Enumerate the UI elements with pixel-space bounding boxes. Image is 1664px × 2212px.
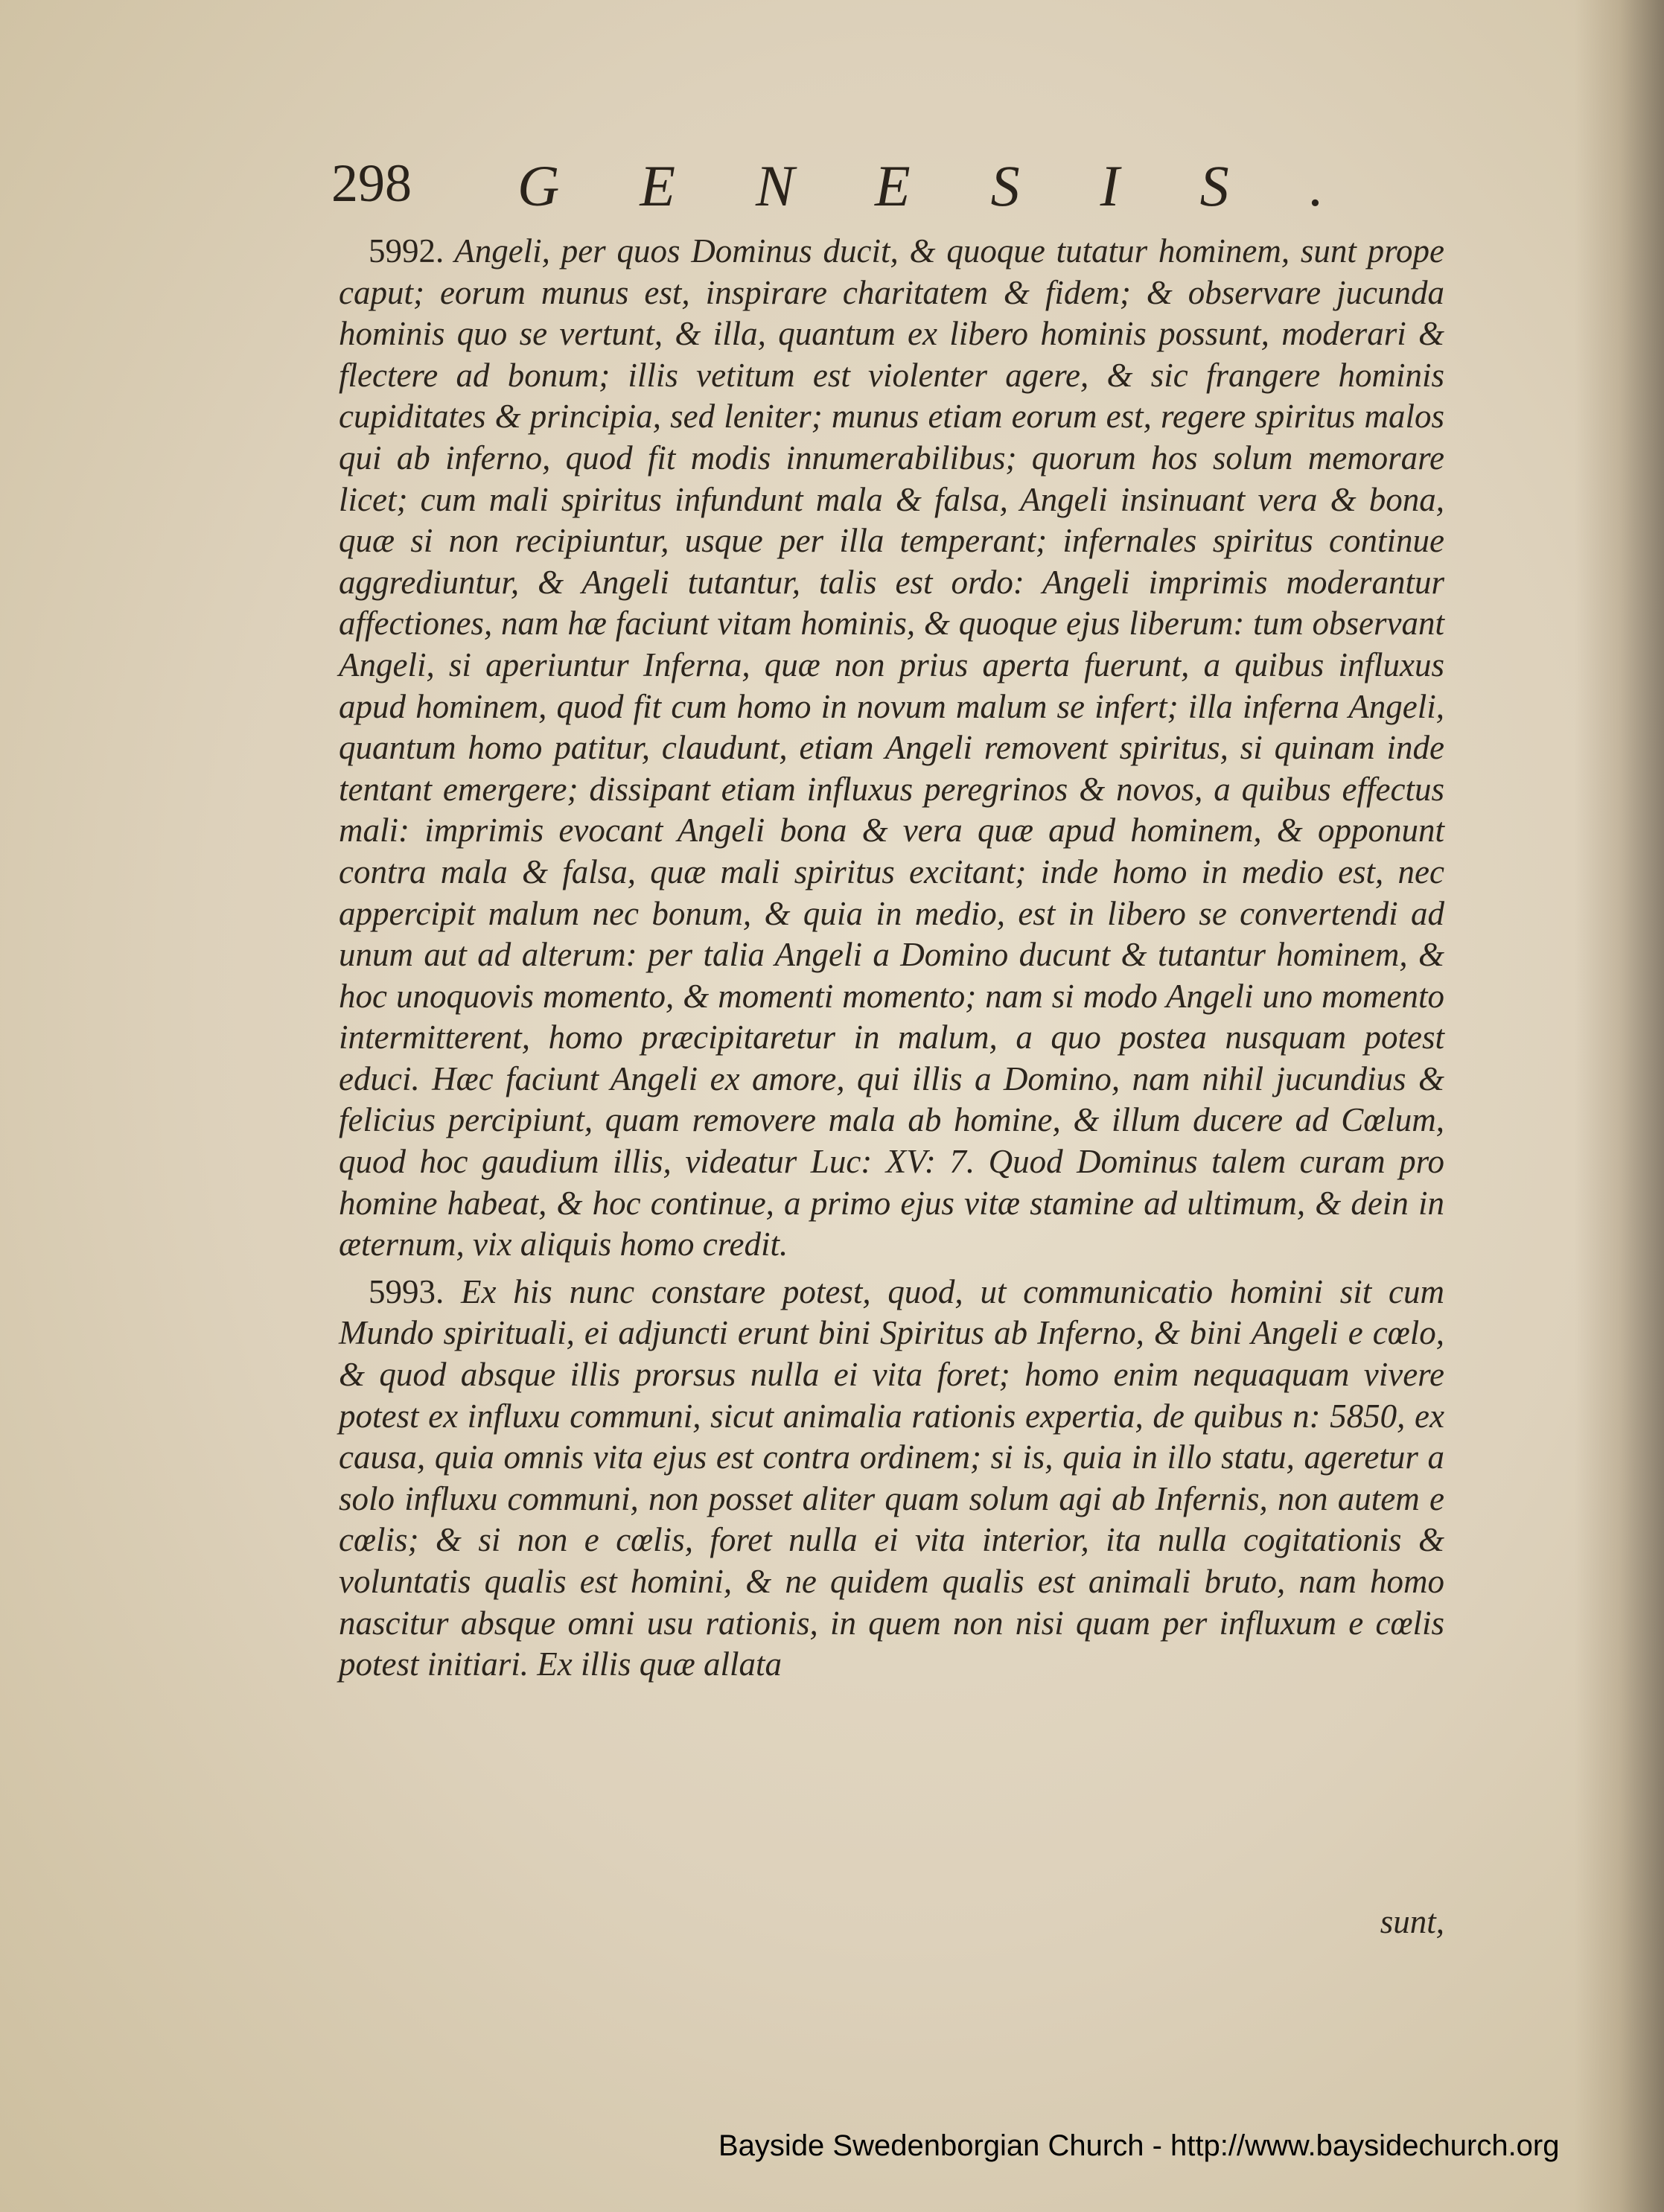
paragraph-text: Ex his nunc constare potest, quod, ut communicatio homini sit cum Mundo spirituali, ei adjuncti erunt bini Spiritus ab Inferno, & bini Angeli e cœlo, & quod absque illis prorsus nulla ei vita foret; homo enim nequaquam vivere potest ex influxu communi, sicut animalia rationis expertia, de quibus n: 5850, ex causa, quia omnis vita ejus est contra ordinem; si is, quia in illo statu, ageretur a solo influxu communi, non posset aliter quam solum agi ab Infernis, non autem e cœlis; & si non e cœlis, foret nulla ei vita interior, ita nulla cogitationis & voluntatis qualis est homini, & ne quidem qualis est animali bruto, nam homo nascitur absque omni usu rationis, in quem non nisi quam per influxum e cœlis potest initiari. Ex illis quæ allata: [339, 1272, 1444, 1683]
page-header: [331, 153, 1405, 235]
paragraph-5993: [339, 1272, 1444, 1686]
running-title: GENESIS.: [517, 153, 1405, 218]
paragraph-number: 5993.: [369, 1272, 444, 1310]
body-text: [339, 231, 1444, 1686]
paragraph-text: Angeli, per quos Dominus ducit, & quoque tutatur hominem, sunt prope caput; eorum munus est, inspirare charitatem & fidem; & observare jucunda hominis quo se vertunt, & illa, quantum ex libero hominis possunt, moderari & flectere ad bonum; illis vetitum est violenter agere, & sic frangere hominis cupiditates & principia, sed leniter; munus etiam eorum est, regere spiritus malos qui ab inferno, quod fit modis innumerabilibus; quorum hos solum memorare licet; cum mali spiritus infundunt mala & falsa, Angeli insinuant vera & bona, quæ si non recipiuntur, usque per illa temperant; infernales spiritus continue aggrediuntur, & Angeli tutantur, talis est ordo: Angeli imprimis moderantur affectiones, nam hæ faciunt vitam hominis, & quoque ejus liberum: tum observant Angeli, si aperiuntur Inferna, quæ non prius aperta fuerunt, a quibus influxus apud hominem, quod fit cum homo in novum malum se infert; illa inferna Angeli, quantum homo patitur, claudunt, etiam Angeli removent spiritus, si quinam inde tentant emergere; dissipant etiam influxus peregrinos & novos, a quibus effectus mali: imprimis evocant Angeli bona & vera quæ apud hominem, & opponunt contra mala & falsa, quæ mali spiritus excitant; inde homo in medio est, nec appercipit malum nec bonum, & quia in medio, est in libero se convertendi ad unum aut ad alterum: per talia Angeli a Domino ducunt & tutantur hominem, & hoc unoquovis momento, & momenti momento; nam si modo Angeli uno momento intermitterent, homo præcipitaretur in malum, a quo postea nusquam potest educi. Hæc faciunt Angeli ex amore, qui illis a Domino, nam nihil jucundius & felicius percipiunt, quam removere mala ab homine, & illum ducere ad Cœlum, quod hoc gaudium illis, videatur Luc: XV: 7. Quod Dominus talem curam pro homine habeat, & hoc continue, a primo ejus vitæ stamine ad ultimum, & dein in æternum, vix aliquis homo credit.: [339, 232, 1444, 1263]
catchword: sunt,: [1380, 1903, 1444, 1940]
page-number: 298: [331, 153, 412, 213]
paragraph-number: 5992.: [369, 232, 444, 270]
page-gutter-shadow: [1575, 0, 1664, 2212]
watermark-caption: Bayside Swedenborgian Church - http://www.baysidechurch.org: [718, 2129, 1560, 2162]
paragraph-5992: [339, 231, 1444, 1266]
